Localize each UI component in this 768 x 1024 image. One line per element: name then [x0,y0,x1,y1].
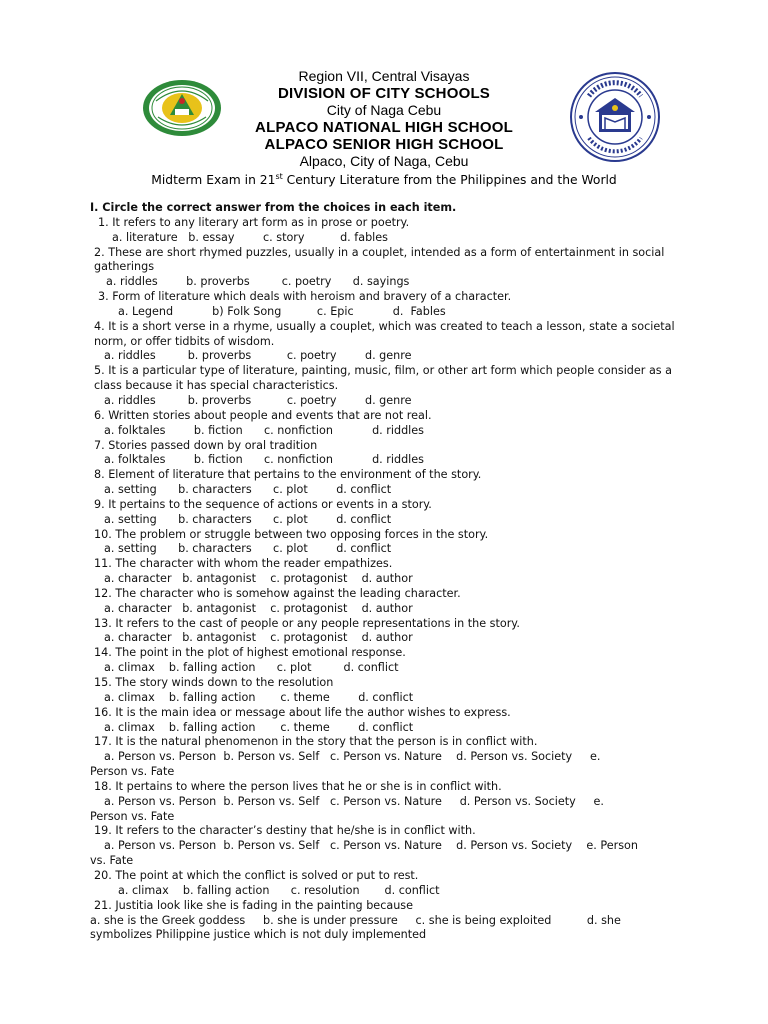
answer-choices: a. Person vs. Person b. Person vs. Self c. Person vs. Nature d. Person vs. Society e. Person [104,839,638,853]
answer-choices: a. literature b. essay c. story d. fables [112,230,389,244]
division-line: DIVISION OF CITY SCHOOLS [277,85,491,102]
question-line: 4. It is a short verse in a rhyme, usually a couplet, which was created to teach a lesson, state a societal norm, or offer tidbits of wisdom. [94,319,675,348]
question-line: 3. Form of literature which deals with heroism and bravery of a character. [98,290,512,304]
answer-choices: a. character b. antagonist c. protagonist d. author [104,631,413,645]
answer-choices: a. climax b. falling action c. plot d. conflict [104,661,399,675]
question-line: 6. Written stories about people and events that are not real. [94,408,432,422]
question-line: 16. It is the main idea or message about life the author wishes to express. [94,705,511,719]
answer-choices: a. riddles b. proverbs c. poetry d. genre [104,349,412,363]
answer-choices: a. folktales b. fiction c. nonfiction d. riddles [104,453,425,467]
exam-title-sup: st [275,172,283,181]
question-line: 2. These are short rhymed puzzles, usually in a couplet, intended as a form of entertainment in social gatherings [94,245,665,274]
school-name-1: ALPACO NATIONAL HIGH SCHOOL [255,119,513,136]
answer-choices: a. climax b. falling action c. theme d. conflict [104,720,414,734]
answer-choices: a. climax b. falling action c. theme d. conflict [104,690,414,704]
question-line: 12. The character who is somehow against the leading character. [94,586,461,600]
question-list [90,216,690,943]
instruction-text: I. Circle the correct answer from the choices in each item. [90,201,457,214]
question-line: 17. It is the natural phenomenon in the story that the person is in conflict with. [94,735,538,749]
exam-title-pre: Midterm Exam in 21 [151,173,276,188]
region-line: Region VII, Central Visayas [298,68,470,84]
question-line: vs. Fate [90,854,134,868]
answer-choices: a. setting b. characters c. plot d. conflict [104,512,392,526]
answer-choices: a. Legend b) Folk Song c. Epic d. Fables [118,304,446,318]
question-line: 18. It pertains to where the person lives that he or she is in conflict with. [94,779,502,793]
answer-choices: a. Person vs. Person b. Person vs. Self c. Person vs. Nature d. Person vs. Society e. [104,750,601,764]
answer-choices: a. character b. antagonist c. protagonist d. author [104,572,413,586]
question-line: symbolizes Philippine justice which is not duly implemented [90,928,427,942]
question-line: 5. It is a particular type of literature, painting, music, film, or other art form which people consider as a class because it has special characteristics. [94,364,673,393]
address-line: Alpaco, City of Naga, Cebu [299,153,469,169]
answer-choices: a. folktales b. fiction c. nonfiction d. riddles [104,423,425,437]
question-line: 11. The character with whom the reader empathizes. [94,557,393,571]
question-line: 7. Stories passed down by oral tradition [94,438,318,452]
question-line: 15. The story winds down to the resolution [94,676,334,689]
question-line: 13. It refers to the cast of people or any people representations in the story. [94,616,520,630]
question-line: 19. It refers to the character’s destiny that he/she is in conflict with. [94,824,476,838]
exam-title [0,172,768,187]
answer-choices: a. riddles b. proverbs c. poetry d. genre [104,393,412,407]
answer-choices: a. setting b. characters c. plot d. conflict [104,483,392,497]
question-line: Person vs. Fate [90,765,175,779]
answer-choices: a. riddles b. proverbs c. poetry d. sayings [106,275,410,289]
answer-choices: a. climax b. falling action c. resolution d. conflict [118,883,440,897]
question-line: 14. The point in the plot of highest emotional response. [94,646,406,660]
answer-choices: a. Person vs. Person b. Person vs. Self c. Person vs. Nature d. Person vs. Society e. [104,794,604,808]
exam-content [90,201,690,943]
question-line: 8. Element of literature that pertains to the environment of the story. [94,468,482,482]
answer-choices: a. character b. antagonist c. protagonist d. author [104,601,413,615]
question-line: 21. Justitia look like she is fading in the painting because [94,898,414,912]
question-line: 10. The problem or struggle between two opposing forces in the story. [94,527,489,541]
city-line: City of Naga Cebu [326,102,442,118]
question-line: Person vs. Fate [90,809,175,823]
question-line: 9. It pertains to the sequence of actions or events in a story. [94,497,432,511]
school-name-2: ALPACO SENIOR HIGH SCHOOL [264,136,504,153]
question-line: 20. The point at which the conflict is solved or put to rest. [94,868,419,882]
question-line: 1. It refers to any literary art form as in prose or poetry. [98,215,410,229]
school-header [0,68,768,170]
exam-title-post: Century Literature from the Philippines and the World [282,173,617,188]
answer-choices: a. she is the Greek goddess b. she is under pressure c. she is being exploited d. she [90,913,621,927]
answer-choices: a. setting b. characters c. plot d. conflict [104,542,392,556]
